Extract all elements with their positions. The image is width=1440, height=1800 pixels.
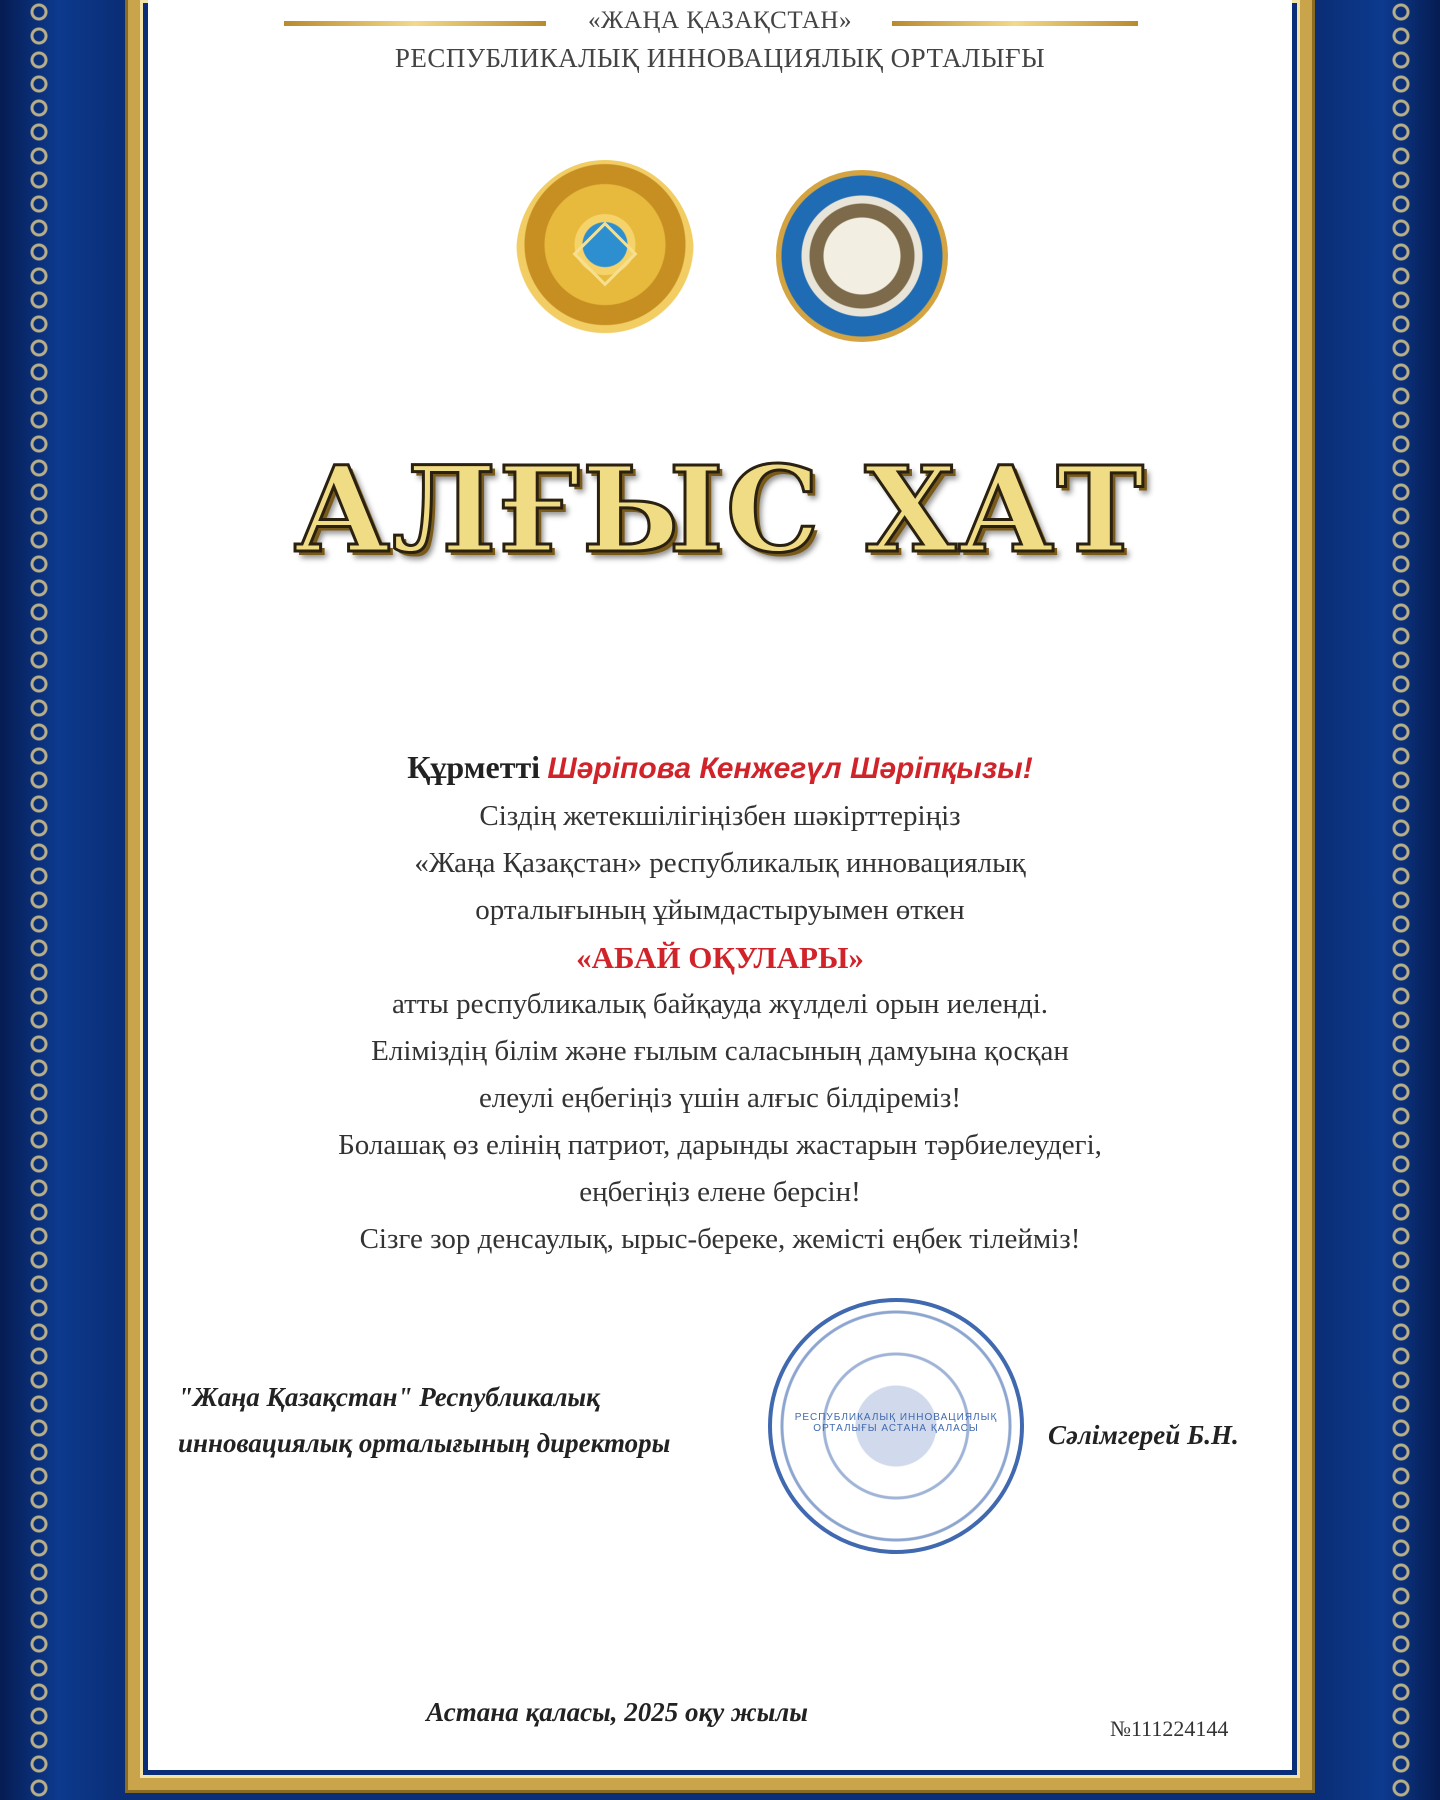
body-line-7: Болашақ өз елінің патриот, дарынды жастарын тәрбиелеудегі,: [338, 1129, 1102, 1161]
signatory-position-line2: инновациялық орталығының директоры: [178, 1428, 671, 1458]
body-line-1: Сіздің жетекшілігіңізбен шәкірттеріңіз: [479, 800, 961, 832]
signatory-position-line1: "Жаңа Қазақстан" Республикалық: [178, 1382, 600, 1412]
center-logo-icon: [776, 170, 948, 342]
footer-city-year: Астана қаласы, 2025 оқу жылы: [426, 1697, 808, 1727]
kazakhstan-emblem-icon: [516, 160, 694, 348]
body-line-5: Еліміздің білім және ғылым саласының дамуына қосқан: [371, 1035, 1069, 1067]
body-line-4: атты республикалық байқауда жүлделі орын иеленді.: [391, 988, 1049, 1020]
signatory-position: [178, 1374, 778, 1466]
official-stamp-icon: [768, 1298, 1024, 1554]
recipient-name: Шәріпова Кенжегүл Шәріпқызы!: [547, 752, 1033, 785]
body-line-8: еңбегіңіз елене берсін!: [579, 1176, 861, 1208]
body-line-2: «Жаңа Қазақстан» республикалық инновациялық: [414, 847, 1026, 879]
greeting-line: [148, 744, 1292, 793]
greeting: Құрметті: [407, 749, 541, 785]
stamp-text: РЕСПУБЛИКАЛЫҚ ИННОВАЦИЯЛЫҚ ОРТАЛЫҒЫ АСТАНА ҚАЛАСЫ: [794, 1412, 998, 1434]
header-org-line2: РЕСПУБЛИКАЛЫҚ ИННОВАЦИЯЛЫҚ ОРТАЛЫҒЫ: [394, 43, 1046, 73]
certificate-title: АЛҒЫС ХАТ: [293, 440, 1147, 579]
body-line-3: орталығының ұйымдастыруымен өткен: [475, 894, 965, 926]
certificate-page: [148, 0, 1292, 1770]
left-ornament-strip: [24, 0, 54, 1800]
certificate-number: №111224144: [1110, 1716, 1229, 1741]
body-line-9: Сізге зор денсаулық, ырыс-береке, жемісті еңбек тілейміз!: [359, 1223, 1081, 1255]
signatory-name: Сәлімгерей Б.Н.: [1048, 1420, 1239, 1450]
header-org-line1: «ЖАҢА ҚАЗАҚСТАН»: [588, 7, 852, 34]
body-line-6: елеулі еңбегіңіз үшін алғыс білдіреміз!: [478, 1082, 962, 1114]
letter-body: [148, 744, 1292, 1263]
right-ornament-strip: [1386, 0, 1416, 1800]
event-name: «АБАЙ ОҚУЛАРЫ»: [576, 940, 864, 975]
